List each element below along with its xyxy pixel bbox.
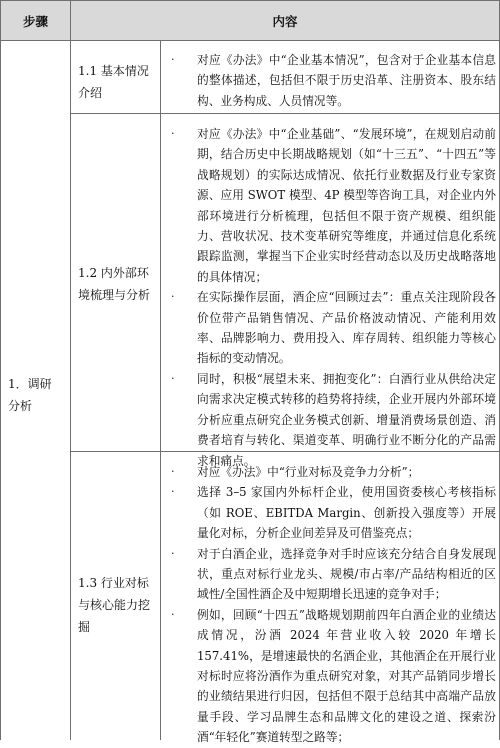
column-divider-step (70, 0, 71, 740)
list-item (168, 544, 496, 605)
list-item (168, 462, 496, 482)
border-top (0, 0, 500, 1)
bullet: · (171, 465, 175, 478)
list-item (168, 287, 496, 369)
list-item (168, 50, 496, 111)
bullet: · (171, 546, 175, 560)
item-text: 同时，积极“展望未来、拥抱变化”：白酒行业从供给决定向需求决定模式转移的趋势将持续，企业开展内外部环境分析应重点研究企业务模式创新、增量消费场景创造、消费者培育与转化、渠道变革、明确行业不断分化的产品需求和痛点。 (197, 371, 496, 468)
header-step: 步骤 (22, 13, 48, 29)
item-text: 在实际操作层面，酒企应“回顾过去”：重点关注现阶段各价位带产品销售情况、产品价格波动情况、产能利用效率、品牌影响力、费用投入、库存周转、组织能力等核心指标的变动情况。 (197, 290, 496, 366)
step-label: 1．调研分析 (8, 377, 52, 413)
row-items-1-1 (168, 50, 496, 111)
row-label-1-3: 1.3 行业对标与核心能力挖掘 (78, 576, 151, 634)
bullet: · (171, 485, 175, 499)
header-content: 内容 (272, 13, 298, 29)
item-text: 对应《办法》中“行业对标及竞争力分析”； (197, 465, 420, 479)
item-text: 对于白酒企业，选择竞争对手时应该充分结合自身发展现状，重点对标行业龙头、规模/市占率/产品结构相近的区域性/全国性酒企及中短期增长迅速的竞争对手； (197, 546, 496, 602)
row-label-1-2: 1.2 内外部环境梳理与分析 (78, 266, 151, 302)
row-items-1-3 (168, 462, 496, 748)
header-divider (0, 40, 500, 41)
bullet: · (171, 607, 175, 621)
list-item (168, 124, 496, 287)
bullet: · (171, 127, 175, 140)
item-text: 例如，回顾“十四五”战略规划期前四年白酒企业的业绩达成情况，汾酒 2024 年营业收入较 2020 年增长 157.41%，是增速最快的名酒企业，其他酒企在开展行业对标时应将汾酒作为重点研究对象，对其产品销同步增长的业绩结果进行归因，包括但不限于总结其中高端产品放量手段、学习品牌生态和品牌文化的建设之道、探索汾酒“年轻化”赛道转型之路等； (197, 607, 496, 745)
border-left (0, 0, 1, 740)
list-item (168, 605, 496, 748)
item-text: 对应《办法》中“企业基本情况”，包含对于企业基本信息的整体描述，包括但不限于历史沿革、注册资本、股东结构、业务构成、人员情况等。 (197, 53, 496, 108)
bullet: · (171, 371, 175, 385)
list-item (168, 369, 496, 471)
row-items-1-2 (168, 124, 496, 471)
item-text: 选择 3–5 家国内外标杆企业，使用国资委核心考核指标（如 ROE、EBITDA Margin、创新投入强度等）开展量化对标，分析企业间差异及可借鉴亮点； (197, 485, 496, 541)
column-divider-content (160, 40, 161, 740)
list-item (168, 482, 496, 543)
bullet: · (171, 53, 175, 66)
row-divider-2 (70, 451, 500, 452)
row-label-1-1: 1.1 基本情况介绍 (78, 64, 149, 100)
row-divider-1 (70, 113, 500, 114)
bullet: · (171, 290, 175, 304)
item-text: 对应《办法》中“企业基础”、“发展环境”，在规划启动前期，结合历史中长期战略规划（如“十三五”、“十四五”等战略规划）的实际达成情况、依托行业数据及行业专家资源、应用 SWOT 模型、4P 模型等咨询工具，对企业内外部环境进行分析梳理，包括但不限于资产规模、组织能力、营收状况、技术变革研究等维度，并通过信息化系统跟踪监测，掌握当下企业实时经营动态以及历史战略落地的具体情况； (197, 127, 496, 284)
